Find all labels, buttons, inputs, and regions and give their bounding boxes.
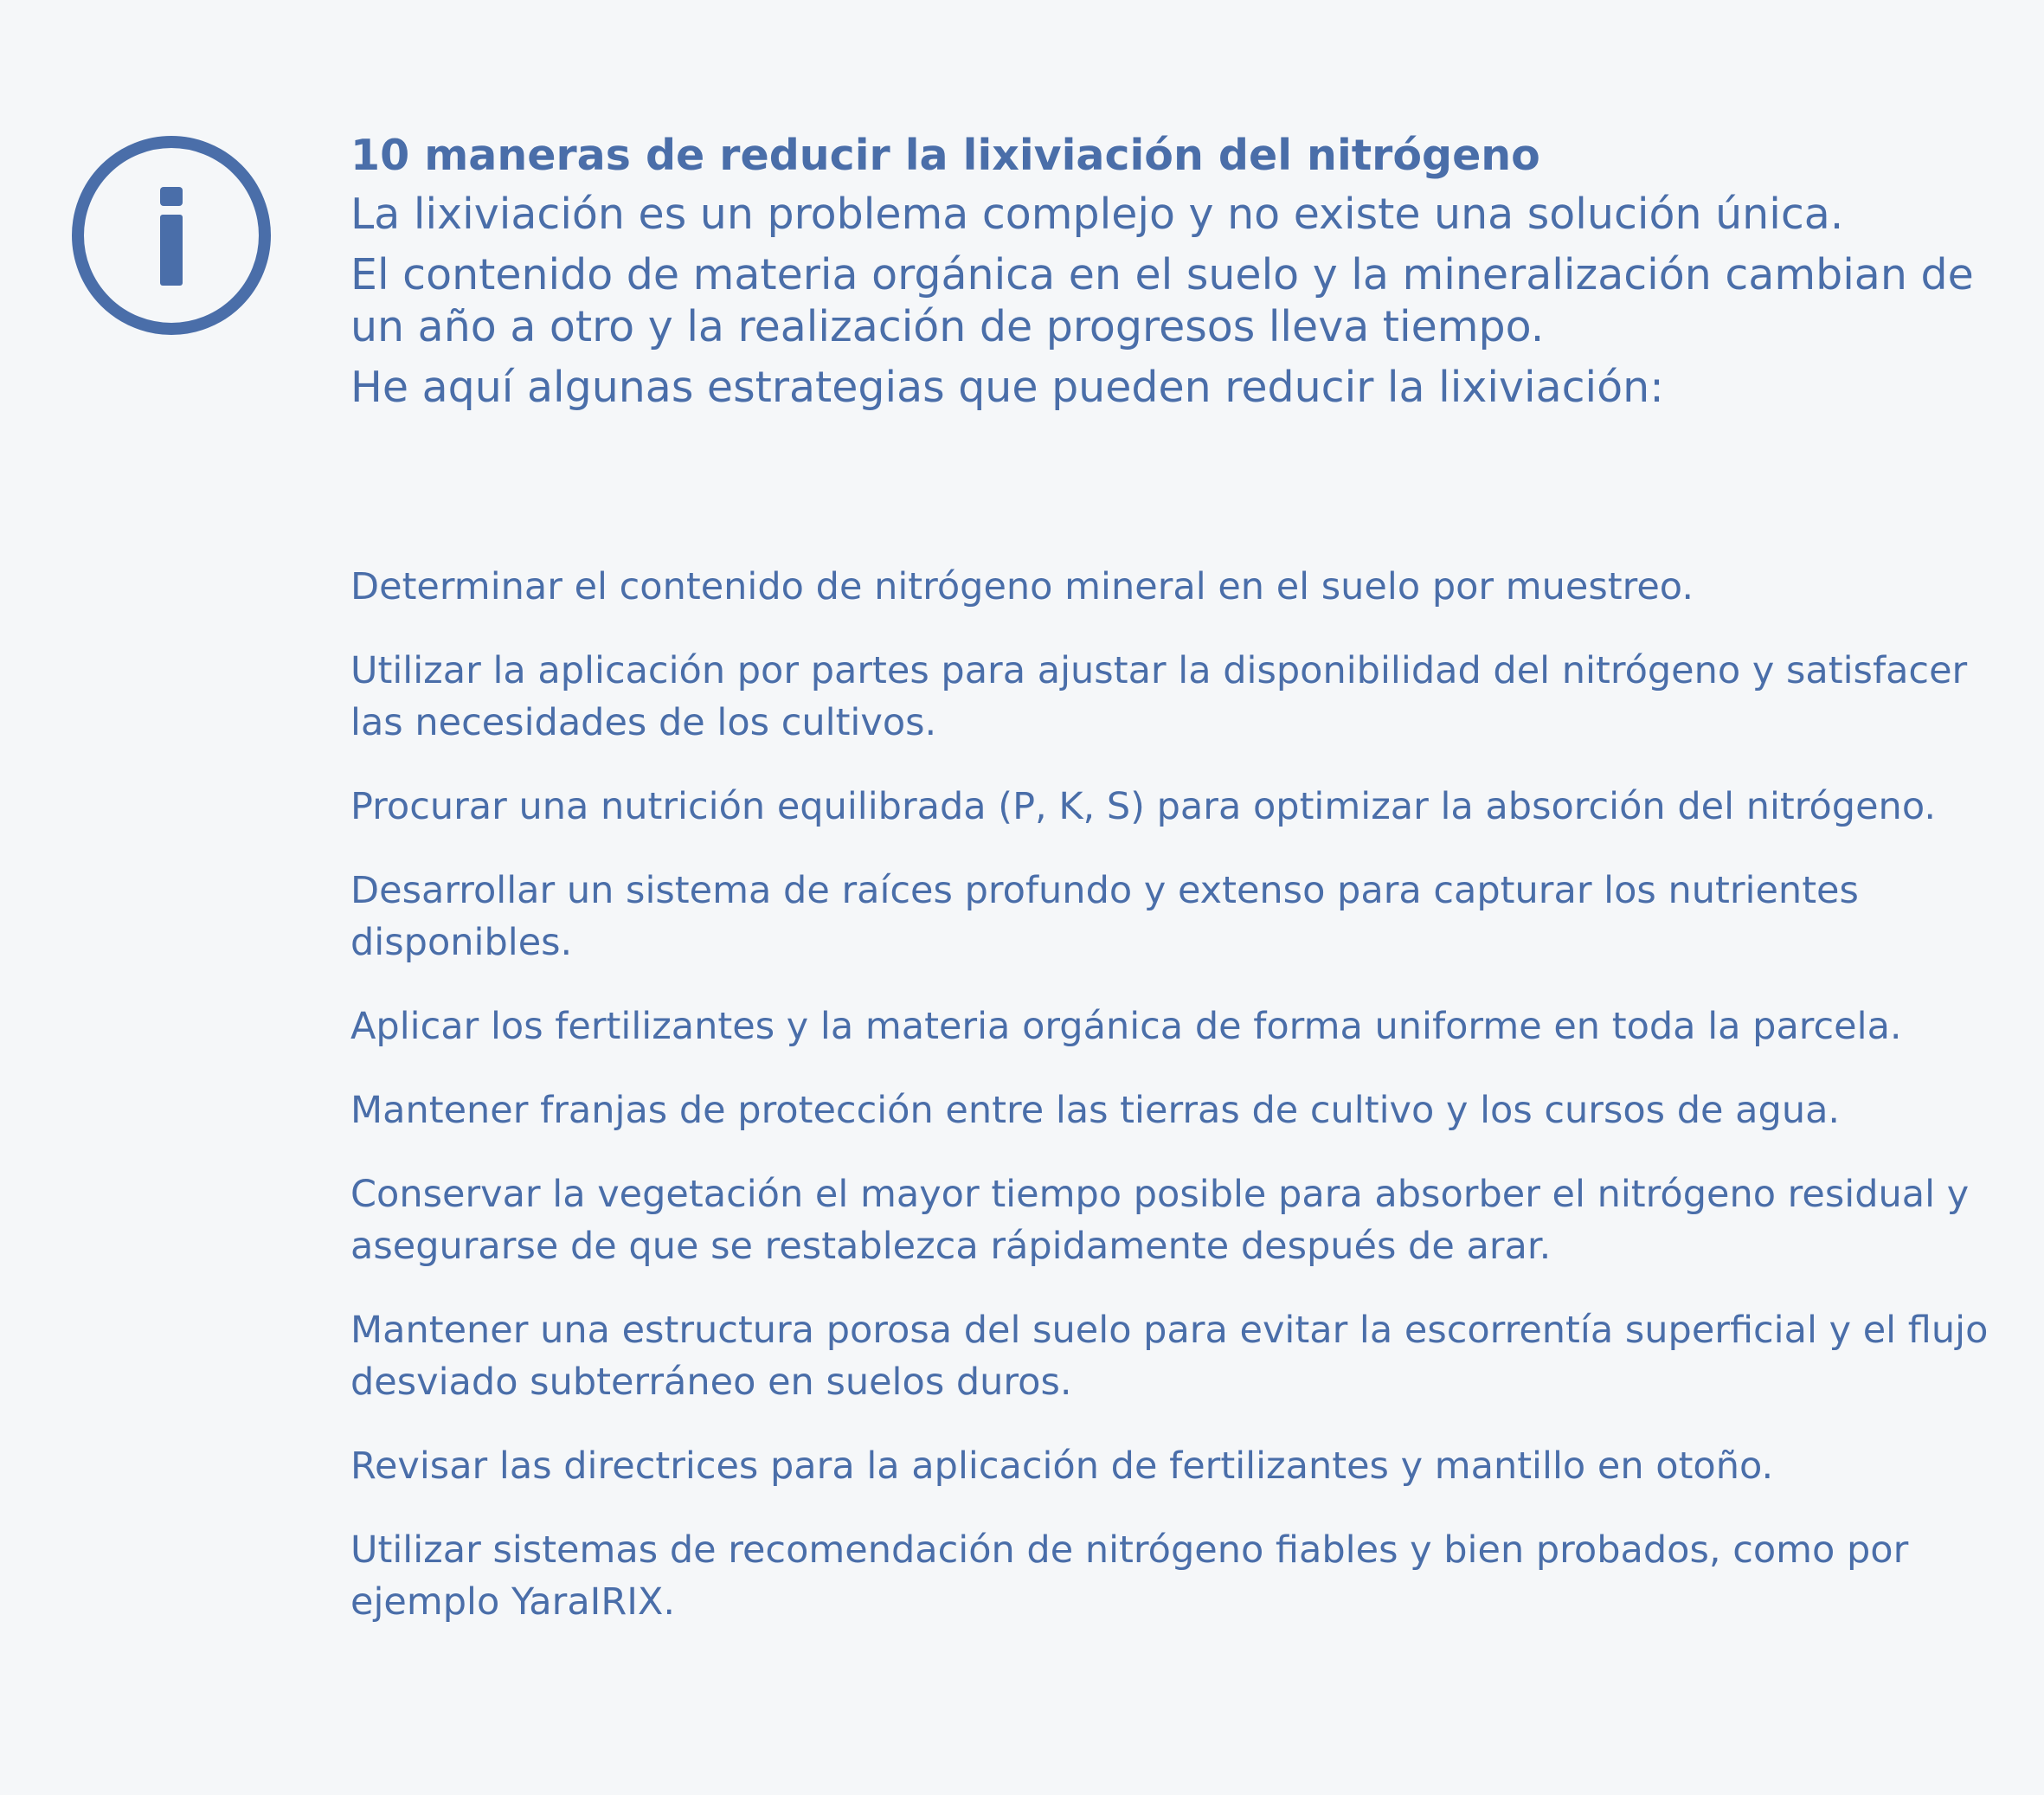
- list-item: Utilizar sistemas de recomendación de nitrógeno fiables y bien probados, como por ejemplo YaraIRIX.: [350, 1528, 1909, 1624]
- intro-paragraph: El contenido de materia orgánica en el suelo y la mineralización cambian de un año a otro y la realización de progresos lleva tiempo.: [350, 250, 1974, 351]
- page-title: 10 maneras de reducir la lixiviación del nitrógeno: [350, 131, 1540, 180]
- intro-paragraph: La lixiviación es un problema complejo y no existe una solución única.: [350, 190, 1844, 239]
- list-item: Utilizar la aplicación por partes para ajustar la disponibilidad del nitrógeno y satisfacer las necesidades de los cultivos.: [350, 649, 1968, 744]
- list-item: Desarrollar un sistema de raíces profundo y extenso para capturar los nutrientes disponibles.: [350, 869, 1859, 964]
- info-icon: [71, 135, 272, 336]
- list-item: Revisar las directrices para la aplicación de fertilizantes y mantillo en otoño.: [350, 1444, 1774, 1488]
- intro-paragraph: He aquí algunas estrategias que pueden reducir la lixiviación:: [350, 363, 1664, 412]
- info-panel: [350, 130, 1995, 422]
- strategy-list: [350, 561, 1995, 1660]
- list-item: Determinar el contenido de nitrógeno mineral en el suelo por muestreo.: [350, 565, 1694, 608]
- list-item: Conservar la vegetación el mayor tiempo posible para absorber el nitrógeno residual y asegurarse de que se restablezca rápidamente después de arar.: [350, 1173, 1970, 1268]
- list-item: Mantener franjas de protección entre las tierras de cultivo y los cursos de agua.: [350, 1089, 1841, 1132]
- list-item: Procurar una nutrición equilibrada (P, K, S) para optimizar la absorción del nitrógeno.: [350, 785, 1937, 828]
- list-item: Aplicar los fertilizantes y la materia orgánica de forma uniforme en toda la parcela.: [350, 1005, 1902, 1048]
- list-item: Mantener una estructura porosa del suelo para evitar la escorrentía superficial y el flujo desviado subterráneo en suelos duros.: [350, 1309, 1989, 1404]
